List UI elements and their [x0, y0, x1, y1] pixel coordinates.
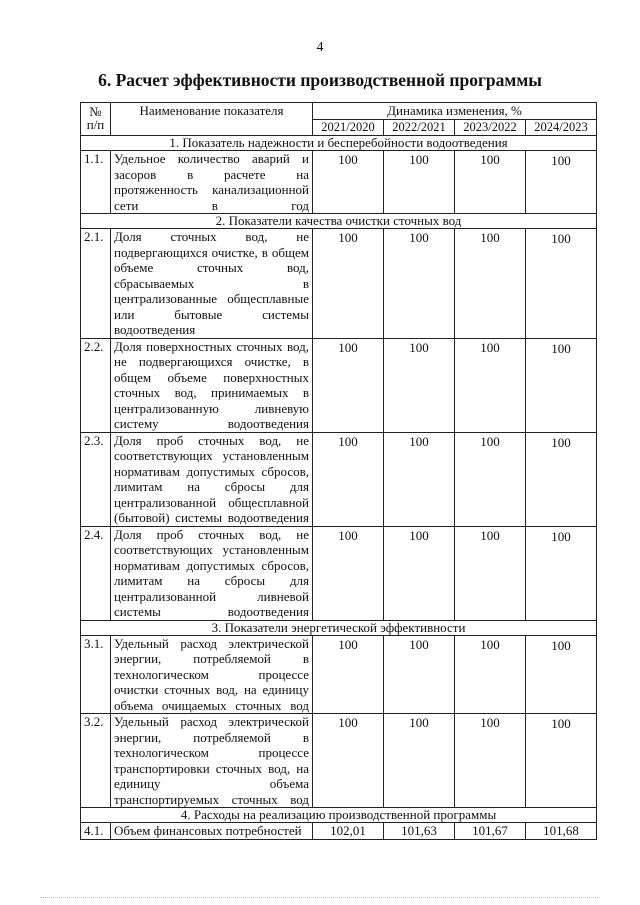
table-row — [81, 526, 597, 620]
value-cell — [526, 229, 597, 339]
value: 100 — [480, 527, 500, 543]
value: 100 — [551, 434, 571, 450]
value-cell — [455, 432, 526, 526]
value: 100 — [338, 433, 358, 449]
value: 100 — [409, 152, 429, 167]
value: 100 — [551, 637, 571, 653]
header-year: 2021/2020 — [313, 119, 384, 136]
value-cell — [455, 823, 526, 840]
value: 100 — [480, 230, 500, 245]
indicator-name: Доля проб сточных вод, не соответствующих установленным нормативам допустимых сбросов, лимитам на сбросы для централизованной общесплавной (бытовой) системы водоотведения — [111, 432, 313, 526]
value: 100 — [338, 636, 358, 652]
value-cell — [526, 338, 597, 432]
section-title: 2. Показатели качества очистки сточных вод — [81, 214, 597, 229]
value: 100 — [409, 339, 429, 355]
header-dynamics: Динамика изменения, % — [313, 103, 597, 120]
value: 100 — [551, 528, 571, 544]
table-row — [81, 338, 597, 432]
section-title: 3. Показатели энергетической эффективности — [81, 620, 597, 635]
value-cell — [313, 635, 384, 714]
value-cell — [313, 714, 384, 808]
header-name: Наименование показателя — [111, 103, 313, 136]
table-row — [81, 432, 597, 526]
value-cell — [313, 151, 384, 214]
value: 100 — [338, 715, 358, 730]
header-year: 2022/2021 — [384, 119, 455, 136]
value-cell — [313, 229, 384, 339]
row-number: 2.4. — [81, 526, 111, 620]
indicator-name — [111, 823, 313, 840]
value-cell — [526, 823, 597, 840]
section-title: 4. Расходы на реализацию производственной программы — [81, 808, 597, 823]
indicator-name: Доля проб сточных вод, не соответствующих установленным нормативам допустимых сбросов, лимитам на сбросы для централизованной ливневой системы водоотведения — [111, 526, 313, 620]
header-num — [81, 103, 111, 136]
row-number: 3.2. — [81, 714, 111, 808]
value-cell — [384, 714, 455, 808]
value-cell — [384, 823, 455, 840]
row-number: 1.1. — [81, 151, 111, 214]
value-cell — [455, 229, 526, 339]
indicator-name: Удельное количество аварий и засоров в расчете на протяженность канализационной сети в год — [111, 151, 313, 214]
value-cell — [526, 714, 597, 808]
value: 100 — [551, 340, 571, 356]
row-number: 2.2. — [81, 338, 111, 432]
value-cell — [455, 151, 526, 214]
value-cell — [384, 635, 455, 714]
value: 100 — [480, 433, 500, 449]
value-cell — [313, 526, 384, 620]
row-number: 4.1. — [81, 823, 111, 840]
value: 100 — [338, 230, 358, 245]
value-cell — [384, 151, 455, 214]
value-cell — [384, 432, 455, 526]
value: 100 — [409, 636, 429, 652]
value-cell — [526, 151, 597, 214]
value: 100 — [480, 339, 500, 355]
value: 100 — [409, 230, 429, 245]
value-cell — [384, 229, 455, 339]
value-cell — [455, 635, 526, 714]
table-row — [81, 714, 597, 808]
row-number: 2.3. — [81, 432, 111, 526]
row-number: 2.1. — [81, 229, 111, 339]
value: 101,67 — [472, 823, 508, 838]
value: 100 — [338, 527, 358, 543]
section-title: 1. Показатель надежности и бесперебойности водоотведения — [81, 136, 597, 151]
value: 102,01 — [330, 823, 366, 838]
document-title: 6. Расчет эффективности производственной программы — [98, 70, 542, 90]
value: 100 — [551, 716, 571, 731]
table-row — [81, 151, 597, 214]
table-row — [81, 635, 597, 714]
value-cell — [384, 526, 455, 620]
page-number: 4 — [316, 40, 324, 55]
efficiency-table — [80, 102, 597, 840]
value: 100 — [551, 153, 571, 168]
value-cell — [313, 823, 384, 840]
value: 100 — [338, 339, 358, 355]
table-header-row — [81, 103, 597, 120]
value: 100 — [480, 152, 500, 167]
header-num-label: № п/п — [86, 104, 105, 132]
table-row — [81, 229, 597, 339]
value-cell — [526, 526, 597, 620]
indicator-name: Удельный расход электрической энергии, потребляемой в технологическом процессе транспортировки сточных вод, на единицу объема транспортируемых сточных вод — [111, 714, 313, 808]
value: 100 — [409, 715, 429, 730]
value-cell — [455, 526, 526, 620]
value: 100 — [480, 636, 500, 652]
table-row — [81, 823, 597, 840]
indicator-name-text: Объем финансовых потребностей — [114, 823, 302, 838]
header-year: 2023/2022 — [455, 119, 526, 136]
indicator-name: Удельный расход электрической энергии, потребляемой в технологическом процессе очистки сточных вод, на единицу объема очищаемых сточных вод — [111, 635, 313, 714]
value-cell — [526, 432, 597, 526]
value: 100 — [409, 433, 429, 449]
value: 100 — [409, 527, 429, 543]
value-cell — [313, 432, 384, 526]
value: 101,68 — [543, 823, 579, 838]
scan-footer-line — [40, 897, 600, 899]
value-cell — [526, 635, 597, 714]
header-year: 2024/2023 — [526, 119, 597, 136]
value: 100 — [551, 231, 571, 246]
value: 100 — [480, 715, 500, 730]
value: 100 — [338, 152, 358, 167]
value-cell — [313, 338, 384, 432]
value-cell — [455, 338, 526, 432]
row-number: 3.1. — [81, 635, 111, 714]
indicator-name: Доля сточных вод, не подвергающихся очистке, в общем объеме сточных вод, сбрасываемых в централизованные общесплавные или бытовые системы водоотведения — [111, 229, 313, 339]
indicator-name: Доля поверхностных сточных вод, не подвергающихся очистке, в общем объеме поверхностных сточных вод, принимаемых в централизованную ливневую систему водоотведения — [111, 338, 313, 432]
value-cell — [384, 338, 455, 432]
value-cell — [455, 714, 526, 808]
value: 101,63 — [401, 823, 437, 838]
